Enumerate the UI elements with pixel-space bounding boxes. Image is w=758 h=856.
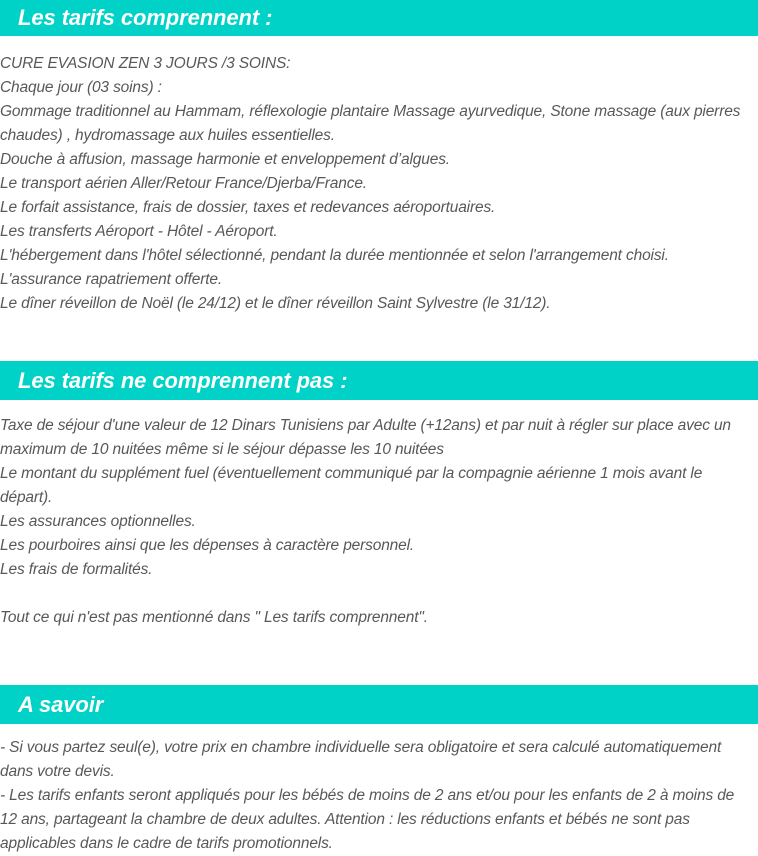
spacer: [0, 316, 758, 361]
list-item: - Les tarifs enfants seront appliqués pour les bébés de moins de 2 ans et/ou pour les enfants de 2 à moins de 12 ans, partageant la chambre de deux adultes. Attention : les réductions enfants et bébés ne sont pas applicables dans le cadre de tarifs promotionnels.: [0, 787, 735, 852]
list-item: CURE EVASION ZEN 3 JOURS /3 SOINS:: [0, 55, 291, 72]
good-to-know-body: [0, 736, 758, 856]
list-item: L'hébergement dans l'hôtel sélectionné, pendant la durée mentionnée et selon l'arrangement choisi.: [0, 247, 669, 264]
list-item: Gommage traditionnel au Hammam, réflexologie plantaire Massage ayurvedique, Stone massage (aux pierres chaudes) , hydromassage aux huiles essentielles.: [0, 103, 741, 144]
list-item: Les pourboires ainsi que les dépenses à caractère personnel.: [0, 537, 415, 554]
closing-note: Tout ce qui n'est pas mentionné dans " Les tarifs comprennent".: [0, 609, 428, 626]
list-item: - Si vous partez seul(e), votre prix en chambre individuelle sera obligatoire et sera calculé automatiquement dans votre devis.: [0, 739, 722, 780]
list-item: Le dîner réveillon de Noël (le 24/12) et le dîner réveillon Saint Sylvestre (le 31/12).: [0, 295, 551, 312]
list-item: Les transferts Aéroport - Hôtel - Aéroport.: [0, 223, 278, 240]
list-item: Taxe de séjour d'une valeur de 12 Dinars Tunisiens par Adulte (+12ans) et par nuit à régler sur place avec un maximum de 10 nuitées même si le séjour dépasse les 10 nuitées: [0, 417, 731, 458]
list-item: Les assurances optionnelles.: [0, 513, 196, 530]
list-item: Douche à affusion, massage harmonie et enveloppement d’algues.: [0, 151, 450, 168]
spacer: [0, 630, 758, 661]
section-header-good-to-know: A savoir: [0, 685, 758, 724]
section-header-included: Les tarifs comprennent :: [0, 0, 758, 36]
not-included-body: [0, 414, 758, 630]
list-item: Le transport aérien Aller/Retour France/Djerba/France.: [0, 175, 367, 192]
included-body: [0, 52, 758, 316]
spacer: [0, 400, 758, 414]
spacer: [0, 661, 758, 685]
list-item: L'assurance rapatriement offerte.: [0, 271, 223, 288]
list-item: Le forfait assistance, frais de dossier, taxes et redevances aéroportuaires.: [0, 199, 496, 216]
list-item: Le montant du supplément fuel (éventuellement communiqué par la compagnie aérienne 1 mois avant le départ).: [0, 465, 703, 506]
section-header-not-included: Les tarifs ne comprennent pas :: [0, 361, 758, 400]
list-item: Les frais de formalités.: [0, 561, 153, 578]
spacer: [0, 36, 758, 52]
list-item: Chaque jour (03 soins) :: [0, 79, 162, 96]
spacer: [0, 724, 758, 736]
spacer: [0, 582, 758, 606]
